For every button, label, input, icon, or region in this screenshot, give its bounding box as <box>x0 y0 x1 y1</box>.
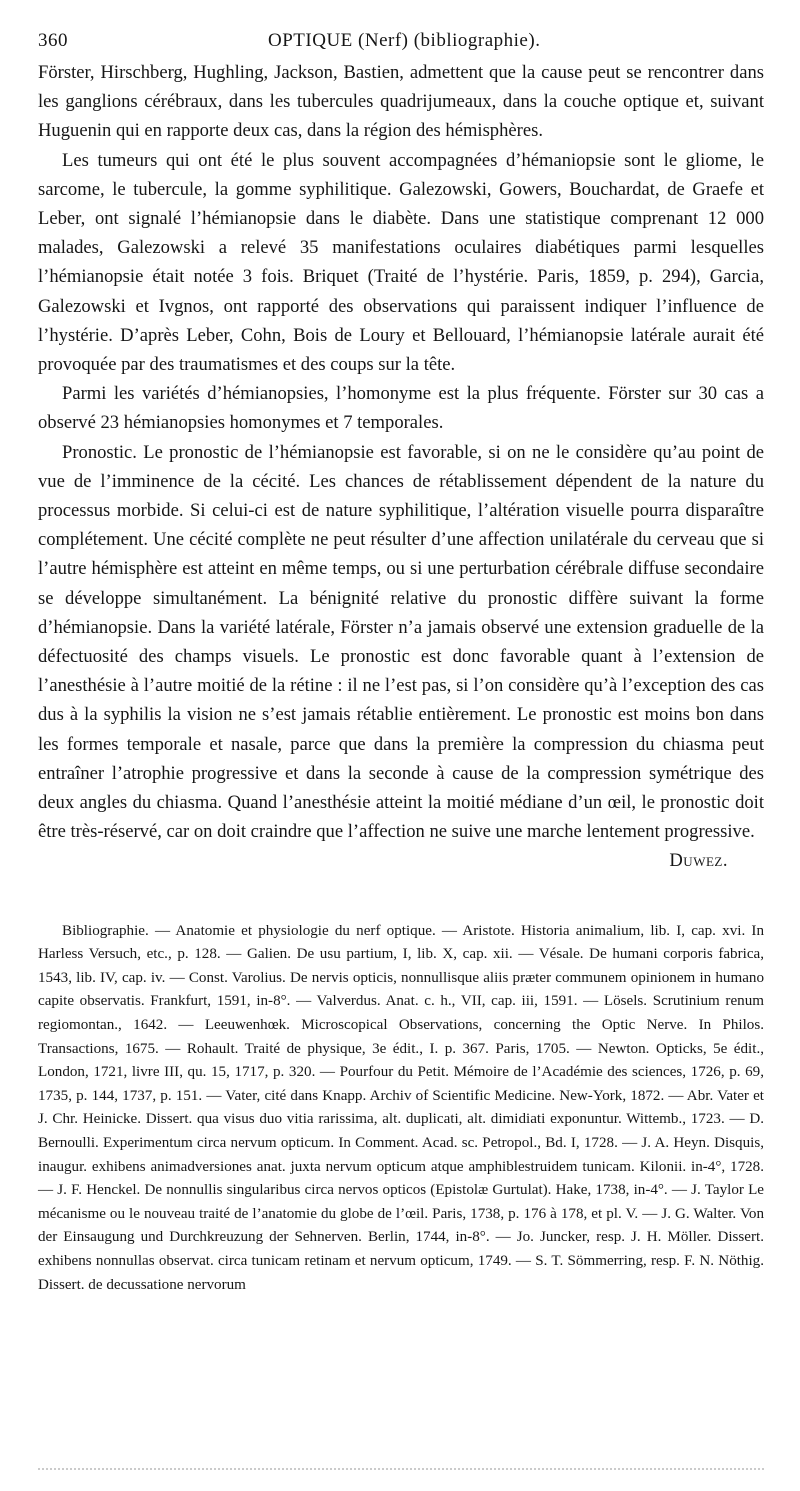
author-signature: Duwez. <box>669 850 728 872</box>
paragraph: Förster, Hirschberg, Hughling, Jackson, Bastien, admettent que la cause peut se rencontrer dans les ganglions cérébraux, dans les tubercules quadrijumeaux, dans la couche optique et, suivant Huguenin qui en rapporte deux cas, dans la région des hémisphères. <box>38 62 764 142</box>
footer-divider <box>38 1466 764 1470</box>
bibliography: Bibliographie. — Anatomie et physiologie du nerf optique. — Aristote. Historia animalium, lib. I, cap. xvi. In Harless Versuch, etc., p. 128. — Galien. De usu partium, I, lib. X, cap. xii. — Vésale. De humani corporis fabrica, 1543, lib. IV, cap. iv. — Const. Varolius. De nervis opticis, nonnullisque aliis præter communem opinionem in humano capite observatis. Frankfurt, 1591, in-8°. — Valverdus. Anat. c. h., VII, cap. iii, 1591. — Lösels. Scrutinium renum regiomontan., 1642. — Leeuwenhœk. Microscopical Observations, concerning the Optic Nerve. In Philos. Transactions, 1675. — Rohault. Traité de physique, 3e édit., I. p. 367. Paris, 1705. — Newton. Opticks, 5e édit., London, 1721, livre III, qu. 15, 1717, p. 320. — Pourfour du Petit. Mémoire de l’Académie des sciences, 1726, p. 69, 1735, p. 144, 1737, p. 151. — Vater, cité dans Knapp. Archiv of Scientific Medicine. New-York, 1872. — Abr. Vater et J. Chr. Heinicke. Dissert. qua visus duo vitia rarissima, alt. duplicati, alt. dimidiati exponuntur. Wittemb., 1723. — D. Bernoulli. Experimentum circa nervum opticum. In Comment. Acad. sc. Petropol., Bd. I, 1728. — J. A. Heyn. Disquis, inaugur. exhibens animadversiones anat. juxta nervum opticum atque amphiblestruidem tunicam. Kilonii. in-4°, 1728. — J. F. Henckel. De nonnullis singularibus circa nervos opticos (Epistolæ Gurtulat). Hake, 1738, in-4°. — J. Taylor Le mécanisme ou le nouveau traité de l’anatomie du globe de l’œil. Paris, 1738, p. 176 à 178, et pl. V. — J. G. Walter. Von der Einsaugung und Durchkreuzung der Sehnerven. Berlin, 1744, in-8°. — Jo. Juncker, resp. J. H. Möller. Dissert. exhibens nonnullas observat. circa tunicam retinam et nervum opticum, 1749. — S. T. Sömmerring, resp. F. N. Nöthig. Dissert. de decussatione nervorum <box>38 922 764 1293</box>
main-text <box>38 58 764 876</box>
paragraph <box>38 438 764 872</box>
paragraph-text: Pronostic. Le pronostic de l’hémianopsie est favorable, si on ne le considère qu’au point de vue de l’imminence de la cécité. Les chances de rétablissement dépendent de la nature du processus morbide. Si celui-ci est de nature syphilitique, l’altération visuelle pourra disparaître complétement. Une cécité complète ne peut résulter d’une affection unilatérale du cerveau que si l’autre hémisphère est atteint en même temps, ou si une perturbation cérébrale diffuse secondaire se développe simultanément. La bénignité relative du pronostic diffère suivant la forme d’hémianopsie. Dans la variété latérale, Förster n’a jamais observé une extension graduelle de la défectuosité des champs visuels. Le pronostic est donc favorable quant à l’extension de l’anesthésie à l’autre moitié de la rétine : il ne l’est pas, si l’on considère qu’à l’exception des cas dus à la syphilis la vision ne s’est jamais rétablie entièrement. Le pronostic est moins bon dans les formes temporale et nasale, parce que dans la première la compression du chiasma peut entraîner l’atrophie progressive et dans la seconde à cause de la compression symétrique des deux angles du chiasma. Quand l’anesthésie atteint la moitié médiane d’un œil, le pronostic doit être très-réservé, car on doit craindre que l’affection ne suive une marche lentement progressive. <box>38 441 764 843</box>
page-number: 360 <box>38 30 68 51</box>
running-title: OPTIQUE (Nerf) (bibliographie). <box>268 30 541 51</box>
paragraph: Parmi les variétés d’hémianopsies, l’homonyme est la plus fréquente. Förster sur 30 cas a observé 23 hémianopsies homonymes et 7 temporales. <box>38 383 764 434</box>
paragraph: Les tumeurs qui ont été le plus souvent accompagnées d’hémaniopsie sont le gliome, le sarcome, le tubercule, la gomme syphilitique. Galezowski, Gowers, Bouchardat, de Graefe et Leber, ont signalé l’hémianopsie dans le diabète. Dans une statistique comprenant 12 000 malades, Galezowski a relevé 35 manifestations oculaires diabétiques parmi lesquelles l’hémianopsie était notée 3 fois. Briquet (Traité de l’hystérie. Paris, 1859, p. 294), Garcia, Galezowski et Ivgnos, ont rapporté des observations qui paraissent indiquer l’influence de l’hystérie. D’après Leber, Cohn, Bois de Loury et Bellouard, l’hémianopsie latérale aurait été provoquée par des traumatismes et des coups sur la tête. <box>38 149 764 376</box>
page-header <box>38 24 764 58</box>
